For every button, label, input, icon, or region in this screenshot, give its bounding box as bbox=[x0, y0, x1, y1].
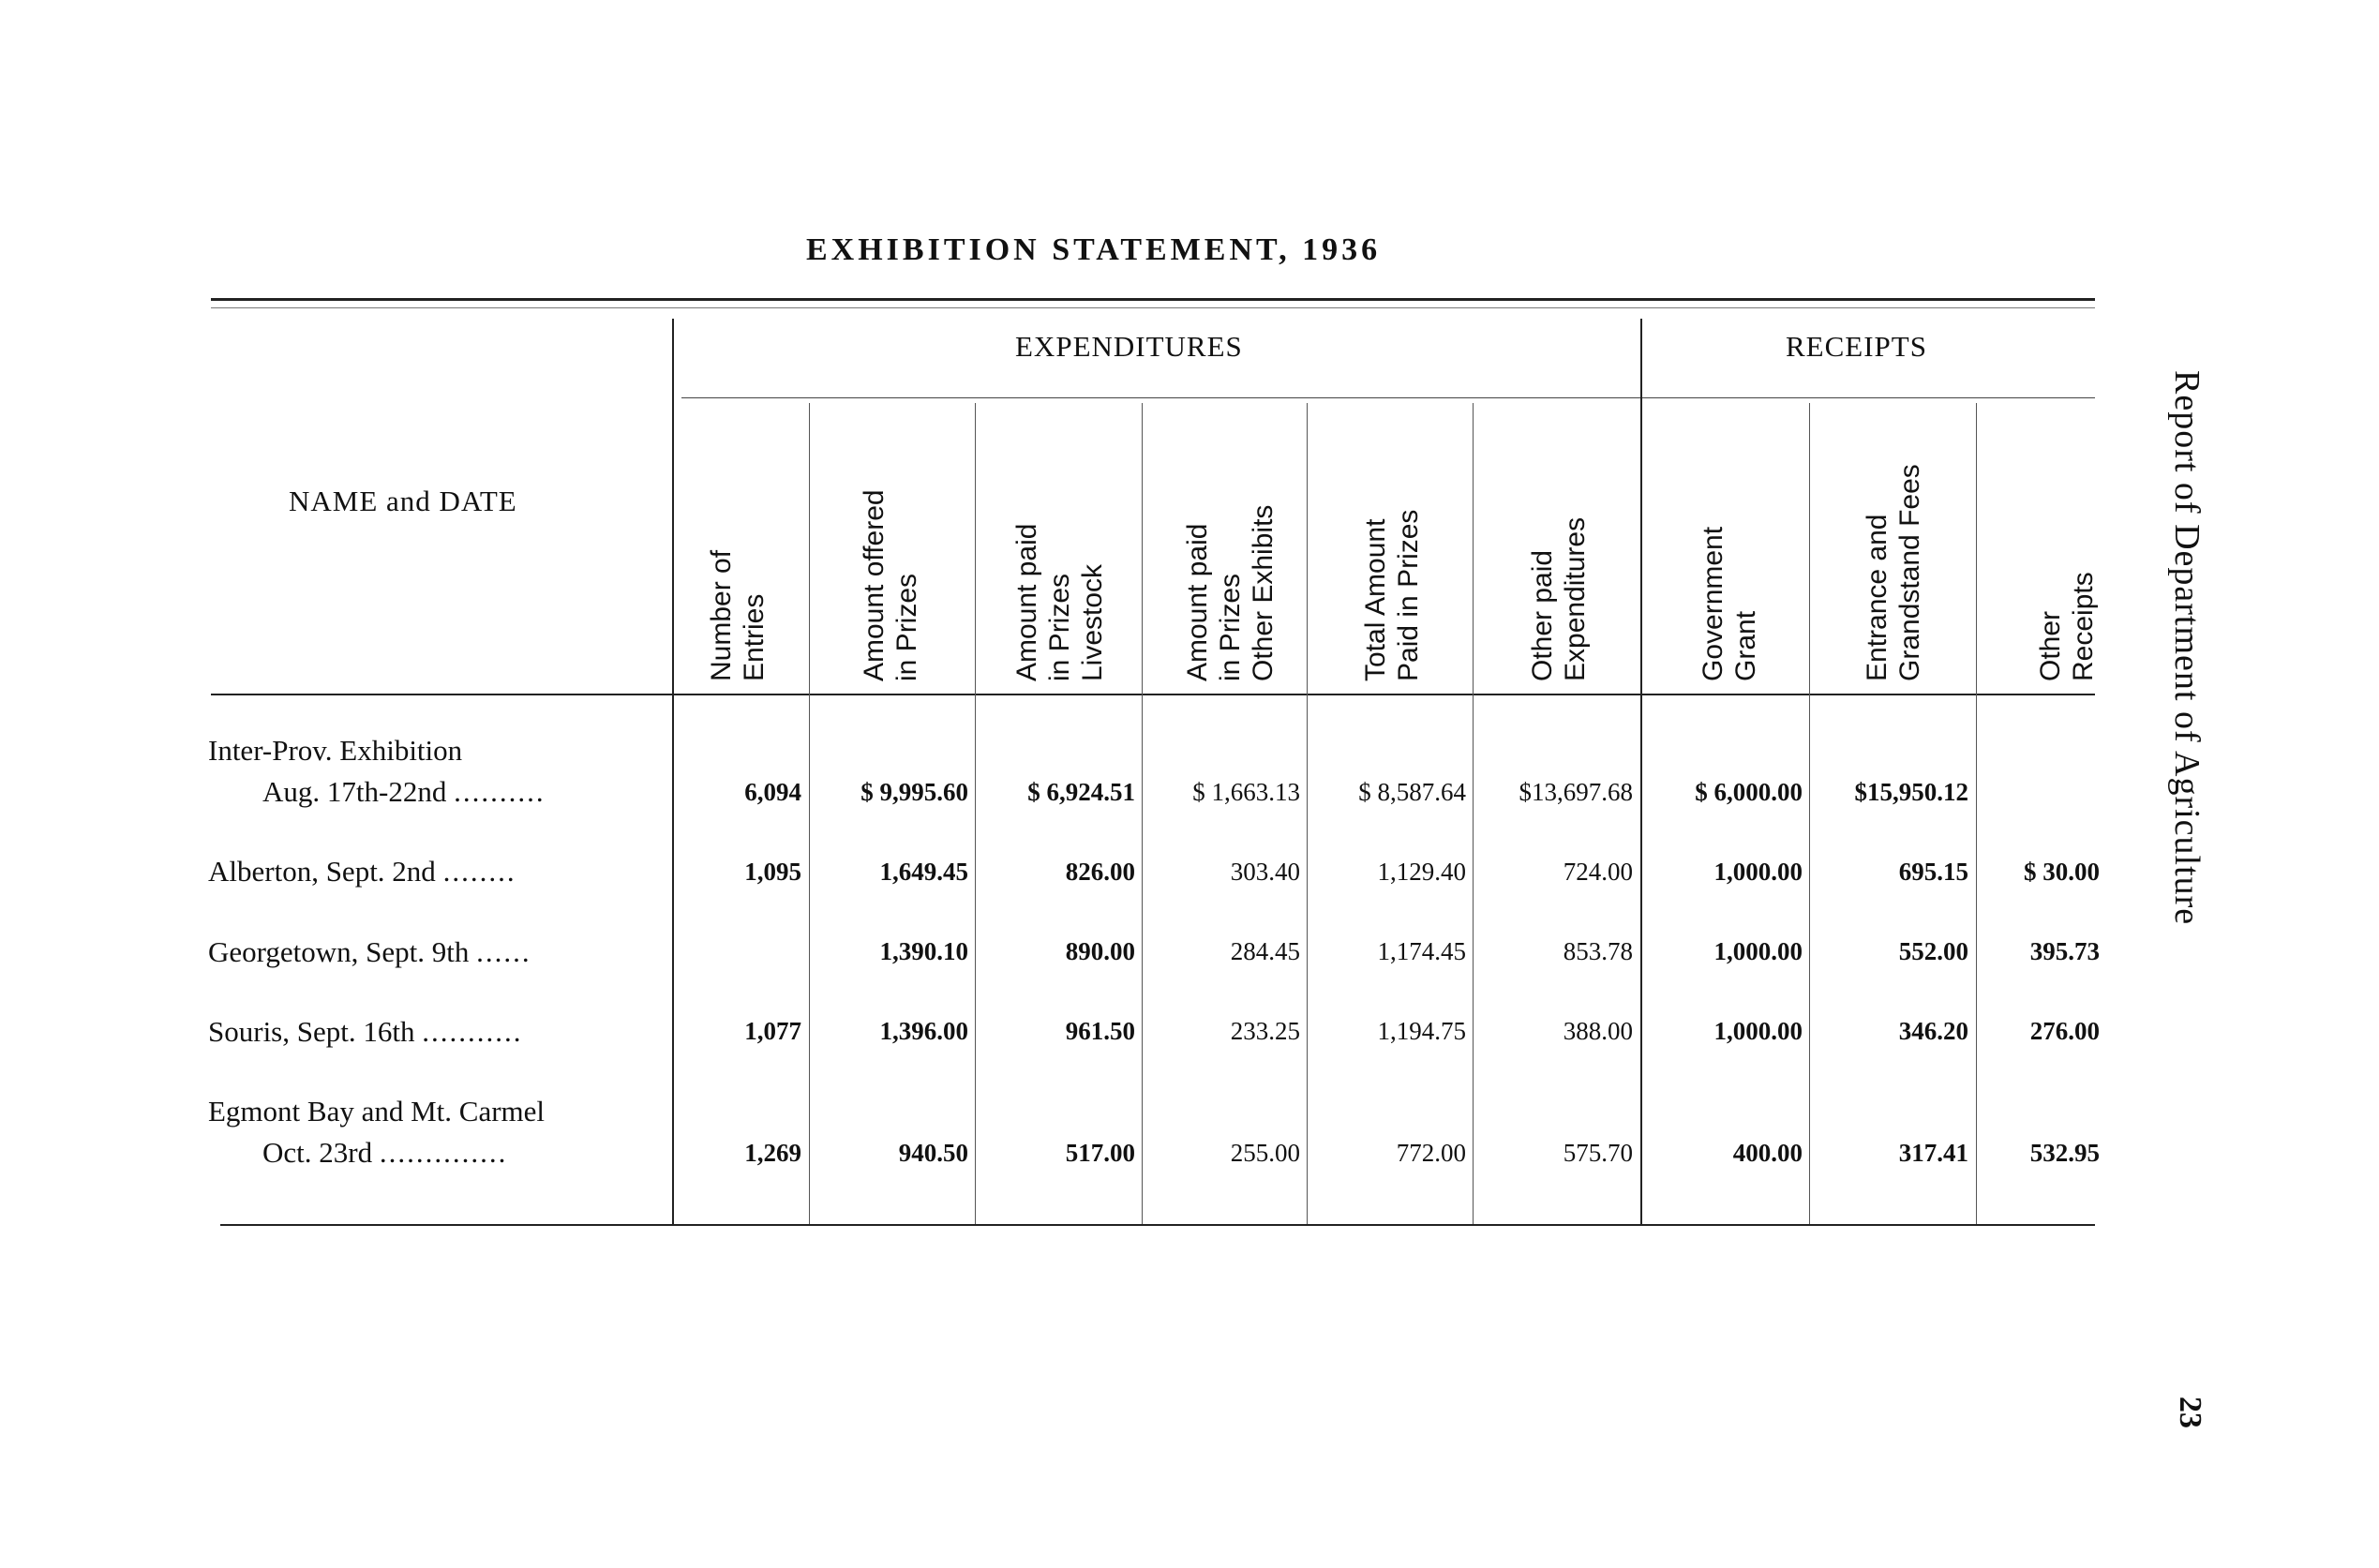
page-number: 23 bbox=[2173, 1396, 2207, 1428]
col-divider bbox=[1809, 403, 1810, 1224]
col-divider bbox=[1307, 403, 1308, 1224]
table-cell: $15,950.12 bbox=[1854, 778, 1968, 806]
table-cell: $ 1,663.13 bbox=[1192, 778, 1300, 806]
table-cell: $ 9,995.60 bbox=[860, 778, 968, 806]
row-name: Inter-Prov. Exhibition bbox=[208, 734, 463, 767]
col-divider bbox=[1473, 403, 1474, 1224]
table-cell: 517.00 bbox=[1065, 1139, 1135, 1167]
header-bottom-rule bbox=[211, 694, 2095, 695]
name-column-divider bbox=[672, 319, 674, 1224]
row-name: Alberton, Sept. 2nd ........ bbox=[208, 855, 516, 888]
name-and-date-header: NAME and DATE bbox=[289, 485, 517, 517]
table-cell: 1,077 bbox=[744, 1017, 801, 1045]
receipts-header: RECEIPTS bbox=[1786, 330, 1927, 363]
col-divider bbox=[1142, 403, 1143, 1224]
table-cell: 1,000.00 bbox=[1713, 1017, 1803, 1045]
row-name: Egmont Bay and Mt. Carmel bbox=[208, 1095, 546, 1127]
top-rule-2 bbox=[211, 307, 2095, 308]
leader-dots: .............. bbox=[379, 1136, 508, 1169]
col-header-paid-livestock: Amount paid in Prizes Livestock bbox=[1011, 523, 1108, 681]
table-cell: 940.50 bbox=[898, 1139, 968, 1167]
table-cell: $ 30.00 bbox=[2024, 858, 2100, 886]
table-cell: 400.00 bbox=[1732, 1139, 1803, 1167]
table-cell: $13,697.68 bbox=[1519, 778, 1633, 806]
table-cell: 1,000.00 bbox=[1713, 937, 1803, 965]
col-header-total-paid: Total Amount Paid in Prizes bbox=[1360, 509, 1424, 681]
col-header-other-paid: Other paid Expenditures bbox=[1527, 516, 1591, 681]
table-cell: 961.50 bbox=[1065, 1017, 1135, 1045]
col-header-entrance-fees: Entrance and Grandstand Fees bbox=[1862, 464, 1925, 681]
bottom-rule bbox=[220, 1224, 2095, 1226]
table-cell: 1,396.00 bbox=[879, 1017, 968, 1045]
table-cell: 276.00 bbox=[2029, 1017, 2100, 1045]
table-cell: 772.00 bbox=[1396, 1139, 1466, 1167]
row-date: Aug. 17th-22nd .......... bbox=[262, 775, 546, 808]
table-cell: 1,194.75 bbox=[1377, 1017, 1466, 1045]
table-cell: 1,174.45 bbox=[1377, 937, 1466, 965]
table-cell: 853.78 bbox=[1563, 937, 1633, 965]
table-cell: 284.45 bbox=[1230, 937, 1300, 965]
table-cell: 724.00 bbox=[1563, 858, 1633, 886]
col-header-offered: Amount offered in Prizes bbox=[859, 489, 922, 681]
col-header-other-receipts: Other Receipts bbox=[2035, 572, 2099, 681]
group-divider bbox=[1640, 319, 1642, 1224]
table-cell: 575.70 bbox=[1563, 1139, 1633, 1167]
table-cell: 1,000.00 bbox=[1713, 858, 1803, 886]
top-rule bbox=[211, 298, 2095, 301]
group-underline-rule bbox=[681, 397, 2095, 398]
row-date: Oct. 23rd .............. bbox=[262, 1136, 508, 1169]
table-cell: $ 6,000.00 bbox=[1695, 778, 1803, 806]
col-divider bbox=[809, 403, 810, 1224]
leader-dots: ........ bbox=[442, 855, 516, 888]
table-cell: 1,129.40 bbox=[1377, 858, 1466, 886]
page-title: EXHIBITION STATEMENT, 1936 bbox=[806, 232, 1382, 267]
table-cell: 1,095 bbox=[744, 858, 801, 886]
leader-dots: .......... bbox=[454, 775, 546, 808]
table-cell: 255.00 bbox=[1230, 1139, 1300, 1167]
table-cell: 1,649.45 bbox=[879, 858, 968, 886]
table-cell: $ 6,924.51 bbox=[1027, 778, 1135, 806]
expenditures-header: EXPENDITURES bbox=[1015, 330, 1243, 363]
table-cell: 317.41 bbox=[1898, 1139, 1968, 1167]
table-cell: 532.95 bbox=[2029, 1139, 2100, 1167]
table-cell: 1,390.10 bbox=[879, 937, 968, 965]
table-cell: 233.25 bbox=[1230, 1017, 1300, 1045]
col-header-entries: Number of Entries bbox=[706, 549, 770, 681]
table-cell: 395.73 bbox=[2029, 937, 2100, 965]
table-cell: 552.00 bbox=[1898, 937, 1968, 965]
leader-dots: ........... bbox=[422, 1015, 523, 1048]
row-name: Georgetown, Sept. 9th ...... bbox=[208, 935, 531, 968]
table-cell: $ 8,587.64 bbox=[1358, 778, 1466, 806]
row-name: Souris, Sept. 16th ........... bbox=[208, 1015, 523, 1048]
table-cell: 826.00 bbox=[1065, 858, 1135, 886]
table-cell: 303.40 bbox=[1230, 858, 1300, 886]
leader-dots: ...... bbox=[476, 935, 531, 968]
table-cell: 6,094 bbox=[744, 778, 801, 806]
table-cell: 346.20 bbox=[1898, 1017, 1968, 1045]
col-divider bbox=[1976, 403, 1977, 1224]
col-header-paid-other: Amount paid in Prizes Other Exhibits bbox=[1182, 504, 1279, 681]
table-cell: 695.15 bbox=[1898, 858, 1968, 886]
table-cell: 1,269 bbox=[744, 1139, 801, 1167]
running-title: Report of Department of Agriculture bbox=[2167, 370, 2207, 926]
col-header-government-grant: Government Grant bbox=[1698, 526, 1761, 681]
col-divider bbox=[975, 403, 976, 1224]
table-cell: 388.00 bbox=[1563, 1017, 1633, 1045]
table-cell: 890.00 bbox=[1065, 937, 1135, 965]
